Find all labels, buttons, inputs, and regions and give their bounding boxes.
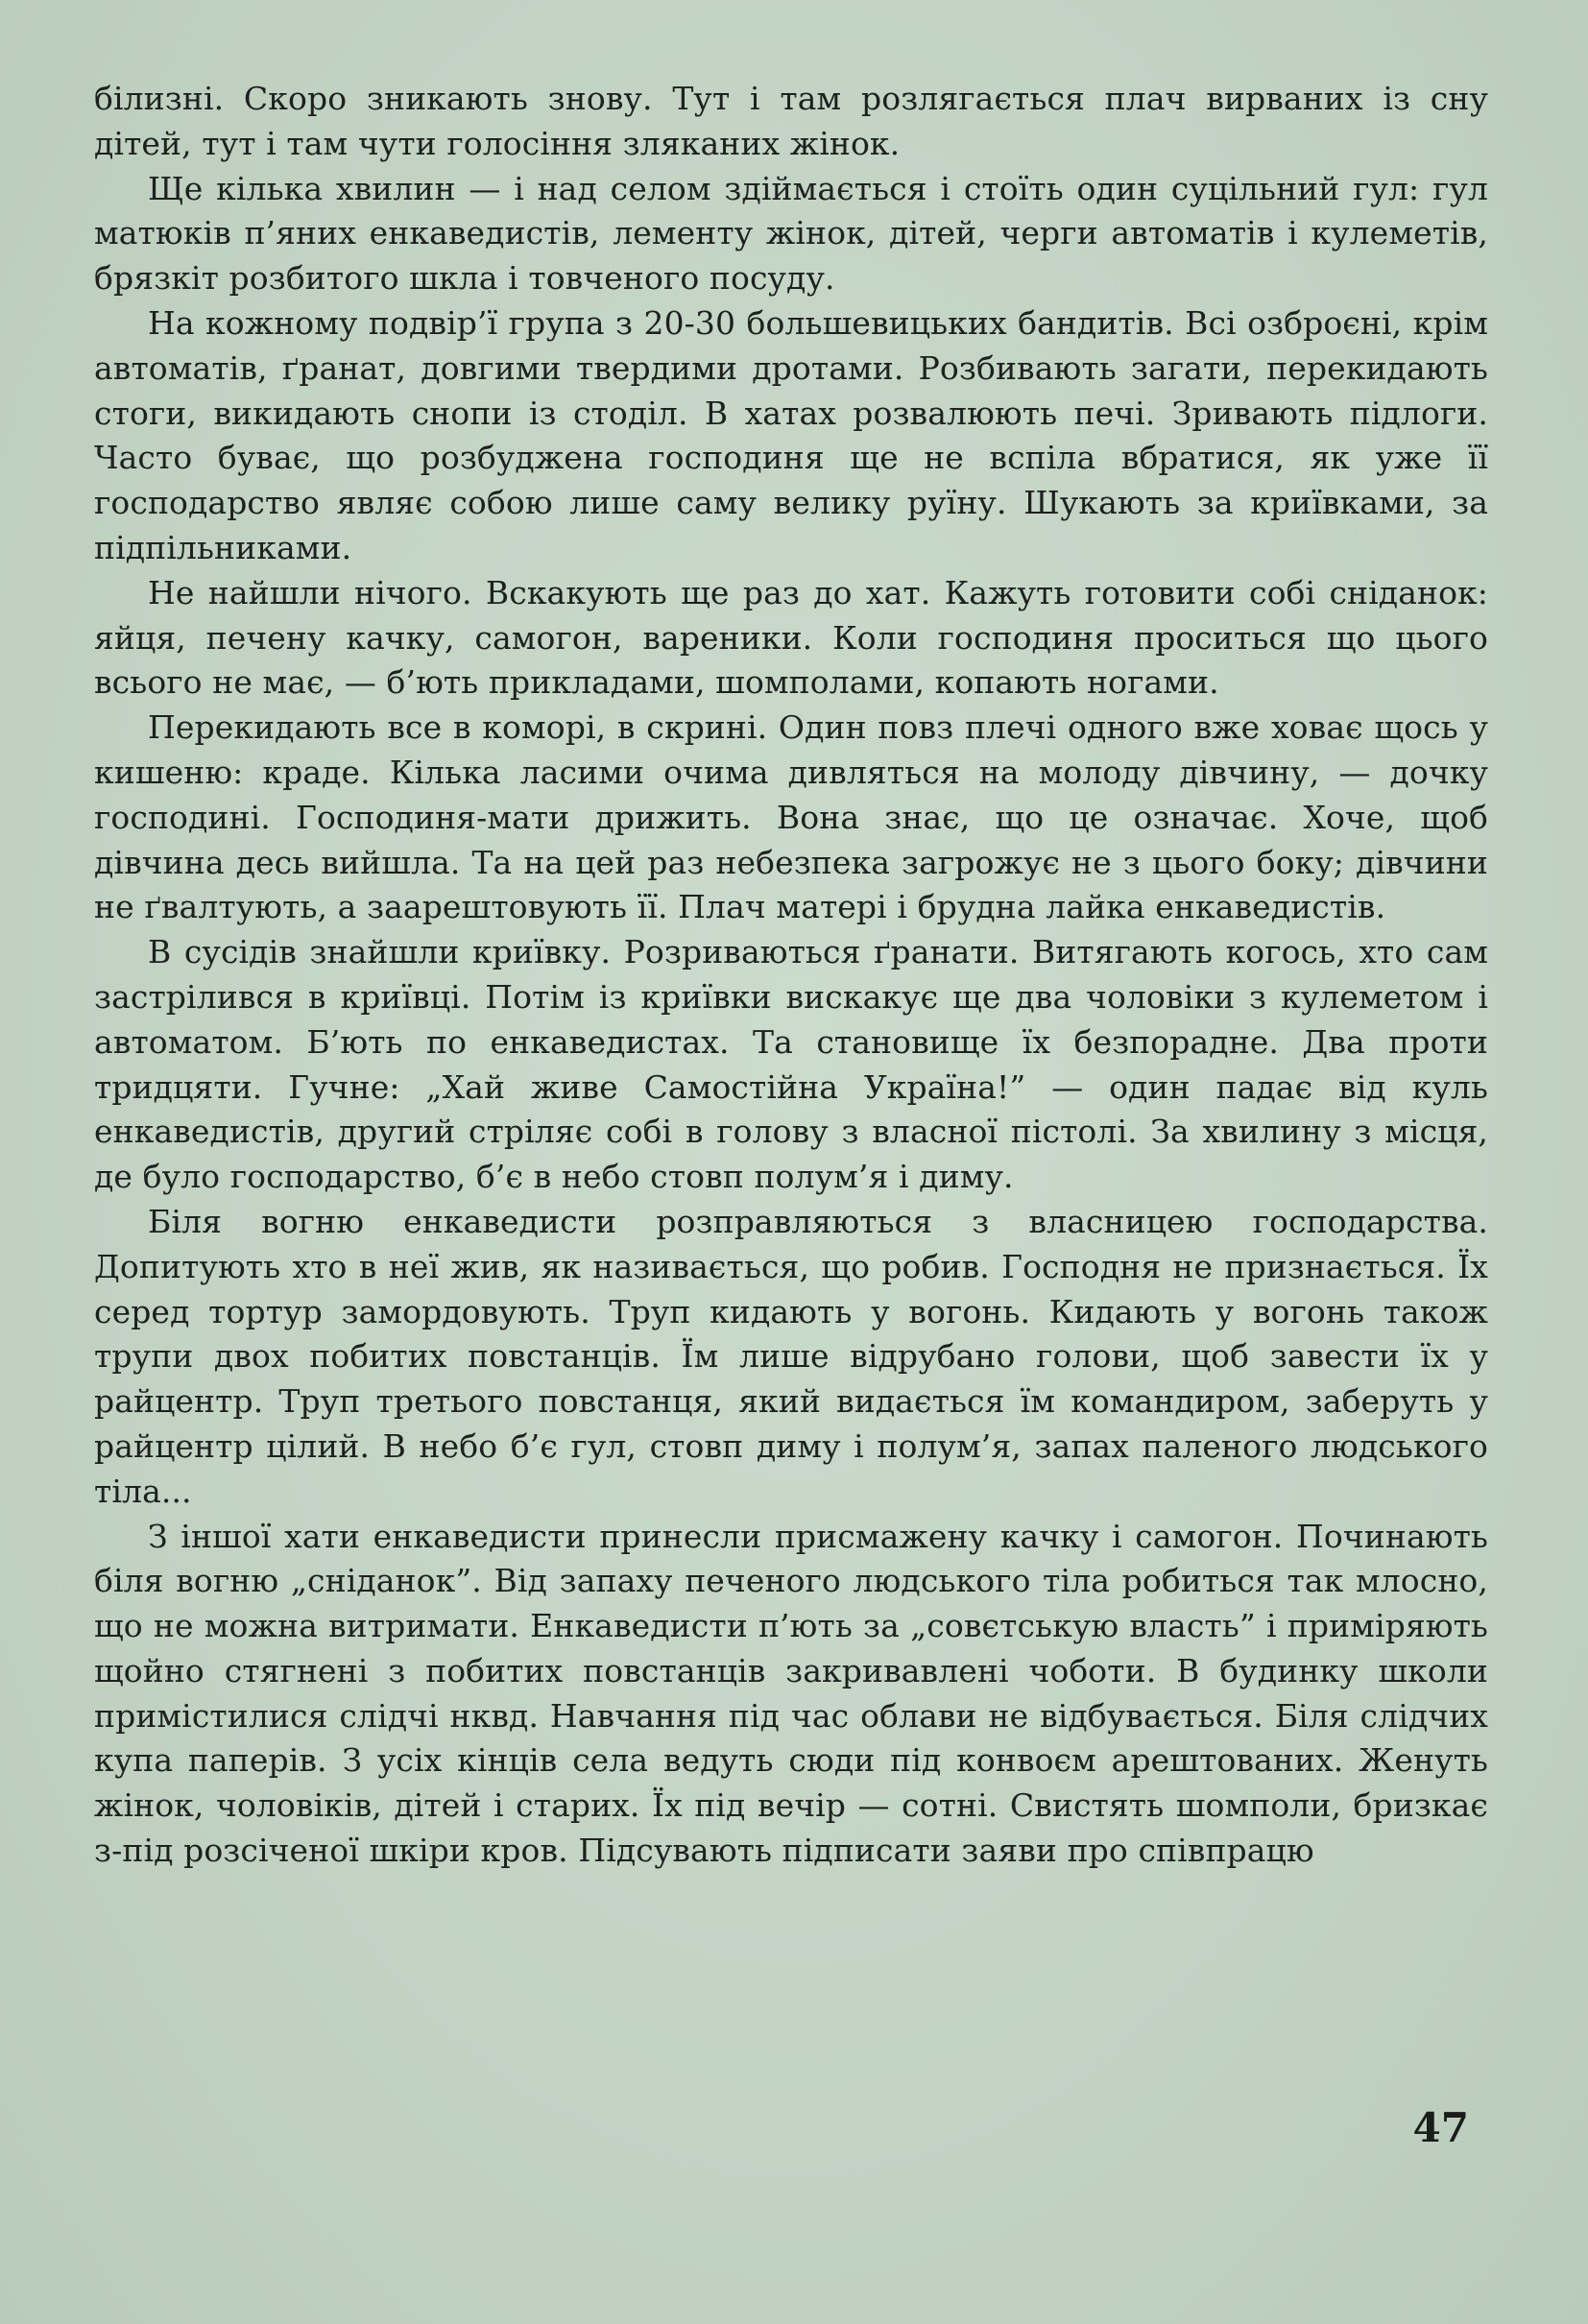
- paragraph: білизні. Скоро зникають знову. Тут і там розлягається плач вирваних із сну дітей, тут і там чути голосіння зляканих жінок.: [94, 80, 1488, 162]
- paragraph: Не найшли нічого. Вскакують ще раз до хат. Кажуть готовити собі сніданок: яйця, печену качку, самогон, вареники. Коли господиня проситься що цього всього не має, — б’ють прикладами, шомполами, копають ногами.: [94, 573, 1488, 702]
- paragraph: Ще кілька хвилин — і над селом здіймається і стоїть один суцільний гул: гул матюків п’яних енкаведистів, лементу жінок, дітей, черги автоматів і кулеметів, брязкіт розбитого шкла і товченого посуду.: [94, 169, 1488, 298]
- paragraph: На кожному подвір’ї група з 20-30 большевицьких бандитів. Всі озброєні, крім автоматів, ґранат, довгими твердими дротами. Розбивають загати, перекидають стоги, викидають снопи із стоділ. В хатах розвалюють печі. Зривають підлоги. Часто буває, що розбуджена господиня ще не вспіла вбратися, як уже її господарство являє собою лише саму велику руїну. Шукають за криївками, за підпільниками.: [94, 303, 1488, 566]
- paragraph: З іншої хати енкаведисти принесли присмажену качку і самогон. Починають біля вогню „сніданок”. Від запаху печеного людського тіла робиться так млосно, що не можна витримати. Енкаведисти п’ють за „совєтськую власть” і приміряють щойно стягнені з побитих повстанців закривавлені чоботи. В будинку школи примістилися слідчі нквд. Навчання під час облави не відбувається. Біля слідчих купа паперів. З усіх кінців села ведуть сюди під конвоєм арештованих. Женуть жінок, чоловіків, дітей і старих. Їх під вечір — сотні. Свистять шомполи, бризкає з-під розсіченої шкіри кров. Підсувають підписати заяви про співпрацю: [94, 1517, 1488, 1870]
- paragraph: В сусідів знайшли криївку. Розриваються ґранати. Витягають когось, хто сам застрілився в криївці. Потім із криївки вискакує ще два чоловіки з кулеметом і автоматом. Б’ють по енкаведистах. Та становище їх безпорадне. Два проти тридцяти. Гучне: „Хай живе Самостійна Україна!” — один падає від куль енкаведистів, другий стріляє собі в голову з власної пістолі. За хвилину з місця, де було господарство, б’є в небо стовп полум’я і диму.: [94, 933, 1488, 1196]
- body-text: [94, 77, 1488, 1874]
- page-number: 47: [1412, 2104, 1469, 2151]
- paragraph: Перекидають все в коморі, в скрині. Один повз плечі одного вже ховає щось у кишеню: краде. Кілька ласими очима дивляться на молоду дівчину, — дочку господині. Господиня-мати дрижить. Вона знає, що це означає. Хоче, щоб дівчина десь вийшла. Та на цей раз небезпека загрожує не з цього боку; дівчини не ґвалтують, а заарештовують її. Плач матері і брудна лайка енкаведистів.: [94, 708, 1488, 926]
- paragraph: Біля вогню енкаведисти розправляються з власницею господарства. Допитують хто в неї жив, як називається, що робив. Господня не признається. Їх серед тортур замордовують. Труп кидають у вогонь. Кидають у вогонь також трупи двох побитих повстанців. Їм лише відрубано голови, щоб завести їх у райцентр. Труп третього повстанця, який видається їм командиром, заберуть у райцентр цілий. В небо б’є гул, стовп диму і полум’я, запах паленого людського тіла...: [94, 1202, 1488, 1510]
